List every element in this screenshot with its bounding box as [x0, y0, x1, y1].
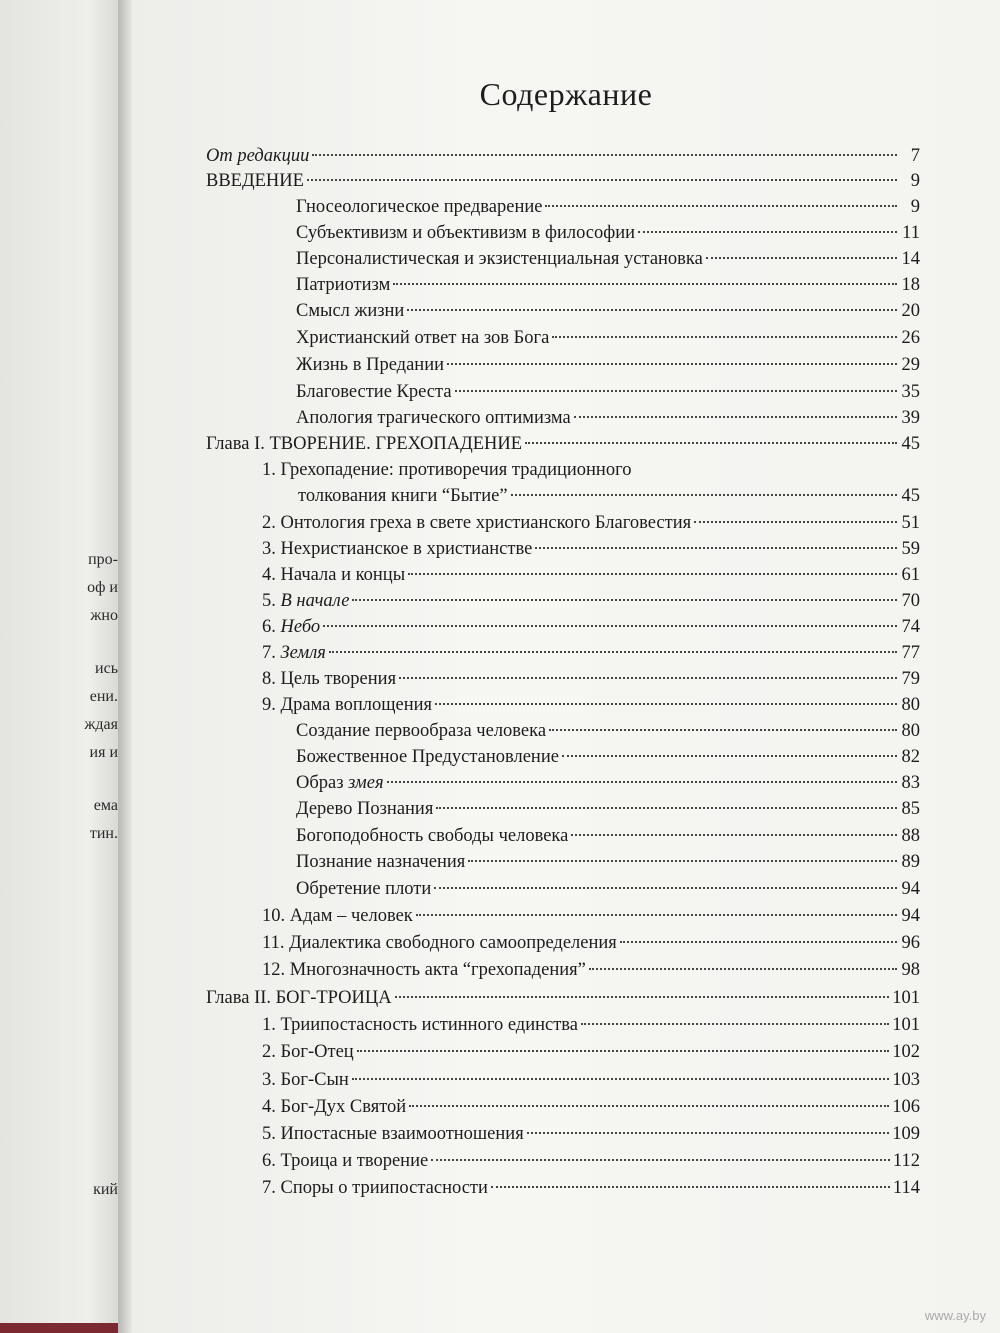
toc-entry: [296, 380, 920, 404]
toc-entry-page: 7: [910, 146, 920, 166]
dot-leader: [307, 179, 897, 181]
toc-entry-page: 82: [901, 747, 920, 767]
toc-entry-title: 5. Ипостасные взаимоотношения: [262, 1124, 524, 1144]
dot-leader: [416, 914, 897, 916]
toc-entry-title: 1. Триипостасность истинного единства: [262, 1015, 578, 1035]
left-text-fragment: ись: [95, 660, 118, 677]
dot-leader: [352, 1078, 889, 1080]
toc-entry-title: Создание первообраза человека: [296, 721, 547, 741]
toc-entry-page: 94: [901, 879, 920, 899]
toc-entry-title: Божественное Предустановление: [296, 747, 559, 767]
toc-entry: [298, 484, 920, 508]
dot-leader: [525, 442, 897, 444]
toc-entry-page: 45: [901, 486, 920, 506]
dot-leader: [511, 494, 897, 496]
toc-entry: [262, 641, 920, 665]
toc-entry-title: 3. Бог-Сын: [262, 1070, 349, 1090]
toc-entry-page: 109: [892, 1124, 920, 1144]
toc-entry: [296, 299, 920, 323]
toc-entry: [296, 771, 920, 795]
toc-entry-title: ВВЕДЕНИЕ: [206, 171, 304, 191]
toc-entry: [262, 931, 920, 955]
toc-entry-title: Дерево Познания: [296, 799, 434, 819]
toc-entry-title: Жизнь в Предании: [296, 355, 445, 375]
toc-entry-title: Глава I. ТВОРЕНИЕ. ГРЕХОПАДЕНИЕ: [206, 434, 523, 454]
dot-leader: [323, 625, 897, 627]
toc-entry-title: 4. Бог-Дух Святой: [262, 1097, 407, 1117]
toc-entry-page: 20: [901, 301, 920, 321]
toc-entry-title: Субъективизм и объективизм в философии: [296, 223, 636, 243]
dot-leader: [589, 968, 897, 970]
toc-entry: [296, 797, 920, 821]
toc-entry-number: 6.: [262, 617, 276, 637]
toc-chapter: [206, 432, 920, 456]
toc-entry-page: 89: [901, 852, 920, 872]
dot-leader: [387, 781, 897, 783]
toc-entry: [296, 824, 920, 848]
dot-leader: [574, 416, 897, 418]
dot-leader: [395, 996, 890, 998]
toc-entry-title: 6. Троица и творение: [262, 1151, 429, 1171]
toc-entry: [262, 1095, 920, 1119]
left-text-fragment: оф и: [87, 579, 118, 596]
toc-chapter: [206, 986, 920, 1010]
toc-entry-title: 1. Грехопадение: противоречия традиционного: [262, 460, 632, 480]
toc-entry: [206, 169, 920, 193]
dot-leader: [545, 205, 897, 207]
toc-entry-page: 114: [892, 1178, 920, 1198]
dot-leader: [535, 547, 897, 549]
dot-leader: [694, 521, 897, 523]
page-title: Содержание: [479, 76, 653, 112]
toc-entry-page: 45: [901, 434, 920, 454]
toc-entry: [262, 1040, 920, 1064]
dot-leader: [527, 1132, 890, 1134]
toc-entry-page: 77: [901, 643, 920, 663]
right-page: [132, 0, 1000, 1333]
toc-entry-title: толкования книги “Бытие”: [298, 486, 508, 506]
dot-leader: [455, 390, 897, 392]
toc-entry-title: Персоналистическая и экзистенциальная установка: [296, 249, 703, 269]
left-text-fragment: жно: [90, 607, 118, 624]
toc-entry-title: Смысл жизни: [296, 301, 405, 321]
left-text-fragment: ема: [93, 797, 118, 814]
toc-entry-title: Благовестие Креста: [296, 382, 452, 402]
toc-entry-page: 59: [901, 539, 920, 559]
toc-entry: [296, 745, 920, 769]
toc-entry-page: 96: [901, 933, 920, 953]
toc-entry: [296, 195, 920, 219]
toc-entry: [296, 353, 920, 377]
toc-entry-number: 5.: [262, 591, 276, 611]
toc-entry-page: 101: [892, 988, 920, 1008]
dot-leader: [571, 834, 897, 836]
dot-leader: [638, 231, 897, 233]
toc-entry: [296, 406, 920, 430]
toc-entry-title: [262, 641, 326, 665]
toc-entry-page: 83: [901, 773, 920, 793]
dot-leader: [393, 283, 897, 285]
dot-leader: [329, 651, 897, 653]
left-text-fragment: кий: [93, 1181, 118, 1198]
toc-entry-page: 88: [901, 826, 920, 846]
left-text-fragment: ждая: [84, 716, 118, 733]
toc-entry-title: Богоподобность свободы человека: [296, 826, 569, 846]
left-text-fragment: про-: [88, 551, 118, 568]
toc-entry: [262, 589, 920, 613]
toc-entry: [296, 247, 920, 271]
dot-leader: [468, 860, 897, 862]
toc-entry: [262, 1149, 920, 1173]
toc-entry-title: 4. Начала и концы: [262, 565, 406, 585]
toc-entry: [296, 877, 920, 901]
left-text-fragment: ия и: [89, 744, 118, 761]
toc-entry: [262, 1176, 920, 1200]
dot-leader: [434, 887, 897, 889]
toc-entry-title: От редакции: [206, 146, 310, 166]
toc-entry-italic: В начале: [280, 591, 350, 611]
toc-entry-page: 101: [892, 1015, 920, 1035]
toc-entry-title: [296, 771, 384, 795]
toc-entry-title: 8. Цель творения: [262, 669, 397, 689]
toc-entry: [296, 850, 920, 874]
toc-entry-page: 26: [901, 328, 920, 348]
toc-entry-title: Патриотизм: [296, 275, 391, 295]
left-page: [0, 0, 128, 1333]
toc-entry-title: 3. Нехристианское в христианстве: [262, 539, 533, 559]
toc-entry-page: 61: [901, 565, 920, 585]
toc-entry-title: 10. Адам – человек: [262, 906, 413, 926]
toc-entry-number: 7.: [262, 643, 276, 663]
toc-entry-title: Глава II. БОГ-ТРОИЦА: [206, 988, 392, 1008]
toc-entry-title: Обретение плоти: [296, 879, 432, 899]
toc-entry-italic: Земля: [280, 643, 326, 663]
dot-leader: [399, 677, 897, 679]
toc-entry-page: 106: [892, 1097, 920, 1117]
toc-entry-page: 74: [901, 617, 920, 637]
left-text-fragment: тин.: [89, 825, 118, 842]
watermark: www.ay.by: [924, 1308, 986, 1323]
toc-entry-page: 112: [892, 1151, 920, 1171]
toc-entry-page: 14: [901, 249, 920, 269]
toc-entry: [296, 719, 920, 743]
dot-leader: [431, 1159, 890, 1161]
toc-entry-italic: Небо: [280, 617, 321, 637]
dot-leader: [620, 941, 897, 943]
toc-entry: [262, 667, 920, 691]
dot-leader: [549, 729, 897, 731]
dot-leader: [352, 599, 897, 601]
toc-entry-title: 2. Бог-Отец: [262, 1042, 354, 1062]
dot-leader: [312, 154, 897, 156]
toc-entry-page: 79: [901, 669, 920, 689]
toc-entry-page: 35: [901, 382, 920, 402]
dot-leader: [409, 1105, 889, 1107]
toc-entry-page: 18: [901, 275, 920, 295]
toc-entry-title: 11. Диалектика свободного самоопределения: [262, 933, 617, 953]
dot-leader: [435, 703, 897, 705]
dot-leader: [581, 1023, 889, 1025]
toc-entry: [206, 144, 920, 168]
toc-entry-number: Образ: [296, 773, 344, 793]
toc-entry-page: 102: [892, 1042, 920, 1062]
toc-entry-page: 11: [902, 223, 920, 243]
toc-entry: [296, 326, 920, 350]
toc-entry-page: 80: [901, 721, 920, 741]
dot-leader: [436, 807, 897, 809]
toc-entry: [262, 958, 920, 982]
toc-entry-page: 103: [892, 1070, 920, 1090]
toc-entry-italic: змея: [348, 773, 384, 793]
toc-entry-page: 9: [910, 197, 920, 217]
toc-entry-page: 94: [901, 906, 920, 926]
toc-entry-page: 9: [910, 171, 920, 191]
dot-leader: [408, 573, 897, 575]
toc-entry: [262, 693, 920, 717]
toc-entry-page: 39: [901, 408, 920, 428]
toc-entry-title: 9. Драма воплощения: [262, 695, 433, 715]
toc-entry-title: Гносеологическое предварение: [296, 197, 543, 217]
toc-entry: [296, 221, 920, 245]
toc-entry: [262, 511, 920, 535]
toc-entry: [262, 1013, 920, 1037]
dot-leader: [491, 1186, 890, 1188]
toc-entry-page: 80: [901, 695, 920, 715]
toc-entry-title: 7. Споры о триипостасности: [262, 1178, 488, 1198]
toc-entry-title: [262, 589, 349, 613]
toc-entry-title: [262, 615, 320, 639]
dot-leader: [562, 755, 897, 757]
toc-entry-title: Апология трагического оптимизма: [296, 408, 571, 428]
toc-entry: [262, 563, 920, 587]
toc-entry: [262, 537, 920, 561]
toc-entry: [296, 273, 920, 297]
toc-entry-page: 70: [901, 591, 920, 611]
toc-entry: [262, 615, 920, 639]
dot-leader: [357, 1050, 890, 1052]
toc-entry-title: Познание назначения: [296, 852, 466, 872]
dot-leader: [447, 363, 897, 365]
toc-entry: [262, 1122, 920, 1146]
toc-entry-title: Христианский ответ на зов Бога: [296, 328, 550, 348]
toc-entry-page: 51: [901, 513, 920, 533]
toc-entry-page: 98: [901, 960, 920, 980]
dot-leader: [706, 257, 897, 259]
book-cover-edge: [0, 1323, 128, 1333]
toc-entry: [262, 904, 920, 928]
toc-entry-title: 12. Многозначность акта “грехопадения”: [262, 960, 586, 980]
dot-leader: [407, 309, 897, 311]
left-text-fragment: ени.: [89, 688, 118, 705]
toc-entry-page: 85: [901, 799, 920, 819]
toc-entry: [262, 1068, 920, 1092]
dot-leader: [552, 336, 897, 338]
toc-entry-title: 2. Онтология греха в свете христианского Благовестия: [262, 513, 692, 533]
toc-entry-page: 29: [901, 355, 920, 375]
